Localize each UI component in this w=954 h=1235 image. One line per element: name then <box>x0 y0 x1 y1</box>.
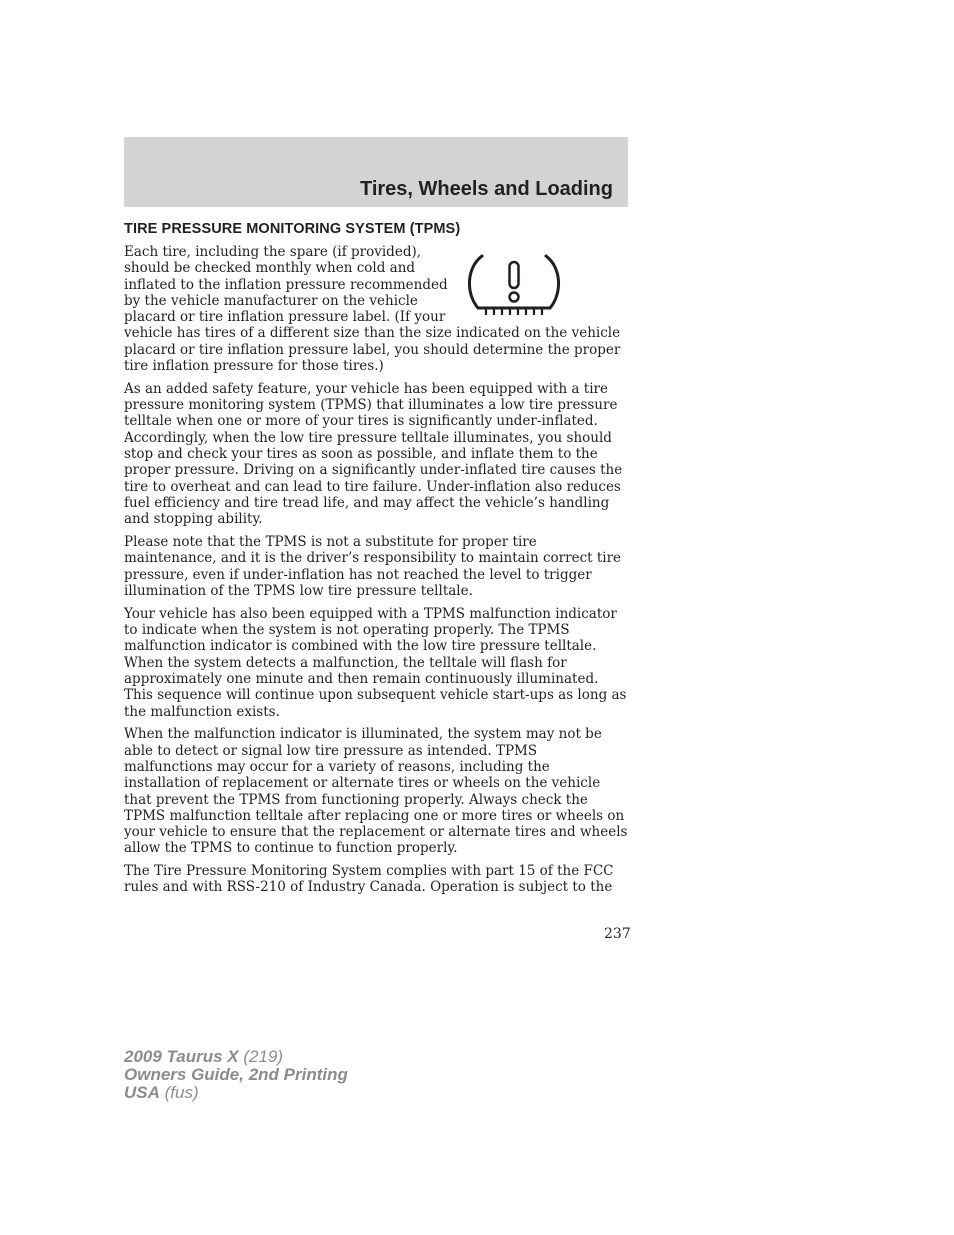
footer-line-model <box>124 1048 348 1066</box>
footer-model: 2009 Taurus X <box>124 1047 239 1066</box>
paragraph: As an added safety feature, your vehicle has been equipped with a tire pressure monitoring system (TPMS) that illuminates a low tire pressure telltale when one or more of your tires is significantly under-inflated. Accordingly, when the low tire pressure telltale illuminates, you should stop and check your tires as soon as possible, and inflate them to the proper pressure. Driving on a significantly under-inflated tire causes the tire to overheat and can lead to tire failure. Under-inflation also reduces fuel efficiency and tire tread life, and may affect the vehicle’s handling and stopping ability. <box>124 380 623 528</box>
tire-pressure-warning-icon <box>464 248 564 322</box>
section-title: Tires, Wheels and Loading <box>359 178 613 200</box>
footer-line-guide <box>124 1066 348 1084</box>
footer-market: USA <box>124 1083 160 1102</box>
footer-print-info <box>124 1048 348 1102</box>
body-text <box>124 244 628 902</box>
subheading: TIRE PRESSURE MONITORING SYSTEM (TPMS) <box>124 221 461 237</box>
paragraph: Each tire, including the spare (if provided), should be checked monthly when cold and inflated to the inflation pressure recommended by the vehicle manufacturer on the vehicle placard or tire inflation pressure label. (If your vehicle has tires of a different size than the size indicated on the vehicle placard or tire inflation pressure label, you should determine the proper tire inflation pressure for those tires.) <box>124 244 621 375</box>
paragraph: When the malfunction indicator is illuminated, the system may not be able to detect or signal low tire pressure as intended. TPMS malfunctions may occur for a variety of reasons, including the installation of replacement or alternate tires or wheels on the vehicle that prevent the TPMS from functioning properly. Always check the TPMS malfunction telltale after replacing one or more tires or wheels on your vehicle to ensure that the replacement or alternate tires and wheels allow the TPMS to continue to function properly. <box>124 726 628 857</box>
footer-market-code: (fus) <box>159 1083 199 1102</box>
footer-guide: Owners Guide, 2nd Printing <box>124 1065 348 1084</box>
paragraph: Your vehicle has also been equipped with a TPMS malfunction indicator to indicate when the system is not operating properly. The TPMS malfunction indicator is combined with the low tire pressure telltale. When the system detects a malfunction, the telltale will flash for approximately one minute and then remain continuously illuminated. This sequence will continue upon subsequent vehicle start-ups as long as the malfunction exists. <box>124 605 627 720</box>
section-header-band <box>124 137 628 207</box>
footer-model-code: (219) <box>238 1047 284 1066</box>
page-number: 237 <box>604 926 631 942</box>
footer-line-market <box>124 1084 348 1102</box>
paragraph: Please note that the TPMS is not a substitute for proper tire maintenance, and it is the driver’s responsibility to maintain correct tire pressure, even if under-inflation has not reached the level to trigger illumination of the TPMS low tire pressure telltale. <box>124 534 622 599</box>
paragraph: The Tire Pressure Monitoring System complies with part 15 of the FCC rules and with RSS-210 of Industry Canada. Operation is subject to the <box>124 863 614 896</box>
